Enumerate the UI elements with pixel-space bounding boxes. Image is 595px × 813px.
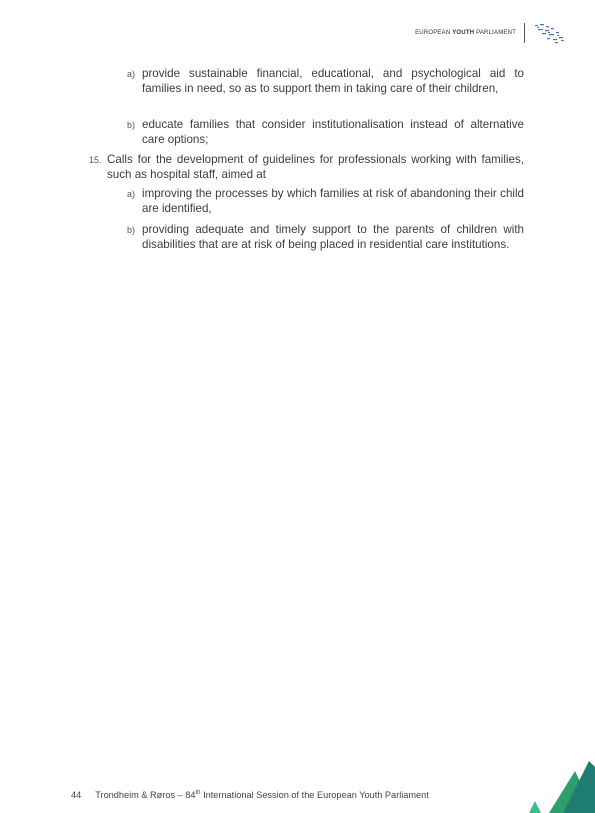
operative-clause-text: Calls for the development of guidelines for professionals working with families, such as hospital staff, aimed at <box>107 153 524 182</box>
clause-number: 15. <box>89 155 102 165</box>
page-number: 44 <box>71 790 82 800</box>
sub-clause-text: providing adequate and timely support to the parents of children with disabilities that are at risk of being placed in residential care institutions. <box>142 223 524 252</box>
brand-bold: YOUTH <box>452 30 475 36</box>
brand-name <box>415 30 524 36</box>
sub-clause-text: educate families that consider institutionalisation instead of alternative care options; <box>142 118 524 147</box>
sub-clause-text: provide sustainable financial, educational, and psychological aid to families in need, so as to support them in taking care of their children, <box>142 67 524 96</box>
footer-text-after: International Session of the European Youth Parliament <box>200 790 429 800</box>
eyp-logo-icon <box>533 22 567 44</box>
brand-prefix: EUROPEAN <box>415 30 453 36</box>
page-footer <box>71 790 429 800</box>
sub-clause-text: improving the processes by which families at risk of abandoning their child are identified, <box>142 187 524 216</box>
corner-decoration-icon <box>529 753 595 813</box>
footer-superscript: th <box>195 789 201 796</box>
sub-clause-marker: b) <box>127 120 136 130</box>
page-header <box>415 22 567 44</box>
brand-suffix: PARLIAMENT <box>474 30 516 36</box>
header-divider <box>524 23 525 43</box>
footer-text-before: Trondheim & Røros – 84 <box>95 790 196 800</box>
sub-clause-marker: a) <box>127 189 136 199</box>
sub-clause-marker: b) <box>127 225 136 235</box>
sub-clause-marker: a) <box>127 69 136 79</box>
